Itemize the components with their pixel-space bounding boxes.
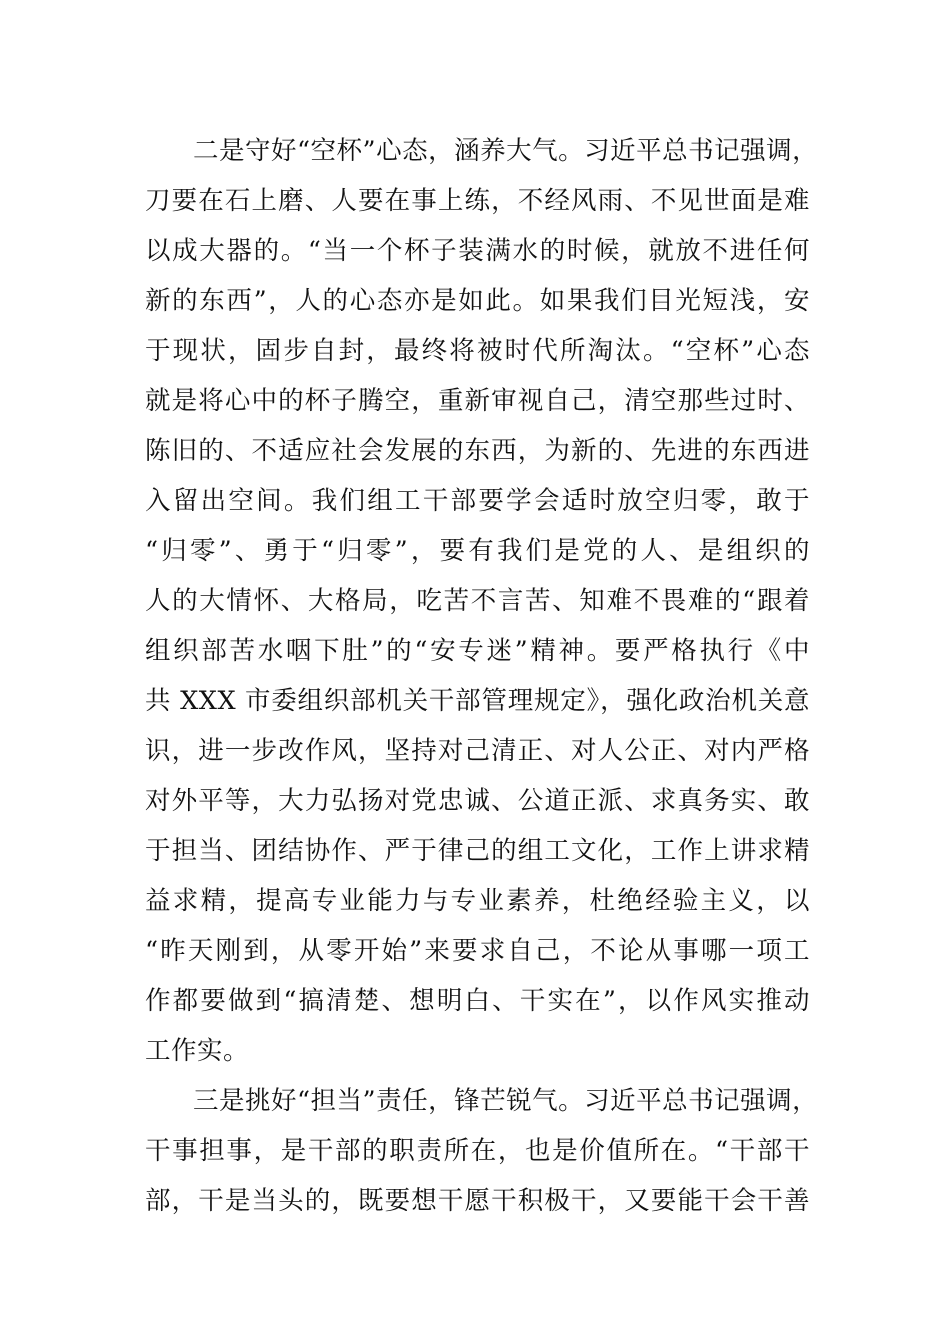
text-line: 以成大器的。“当一个杯子装满水的时候，就放不进任何 — [145, 236, 810, 266]
text-line: 组织部苦水咽下肚”的“安专迷”精神。要严格执行《中 — [145, 636, 810, 666]
text-line: 于现状，固步自封，最终将被时代所淘汰。“空杯”心态 — [145, 336, 810, 366]
text-line: 入留出空间。我们组工干部要学会适时放空归零，敢于 — [145, 486, 810, 516]
text-line: 于担当、团结协作、严于律己的组工文化，工作上讲求精 — [145, 836, 810, 866]
text-line: 新的东西”，人的心态亦是如此。如果我们目光短浅，安 — [145, 286, 810, 316]
text-line: 就是将心中的杯子腾空，重新审视自己，清空那些过时、 — [145, 386, 810, 416]
text-line: 作都要做到“搞清楚、想明白、干实在”，以作风实推动 — [145, 986, 810, 1016]
text-line: 陈旧的、不适应社会发展的东西，为新的、先进的东西进 — [145, 436, 810, 466]
text-line: 刀要在石上磨、人要在事上练，不经风雨、不见世面是难 — [145, 186, 810, 216]
paragraph-1 — [145, 126, 819, 1076]
text-line: 干事担事，是干部的职责所在，也是价值所在。“干部干 — [145, 1136, 810, 1166]
text-line: “归零”、勇于“归零”，要有我们是党的人、是组织的 — [145, 536, 810, 566]
text-line: 三是挑好“担当”责任，锋芒锐气。习近平总书记强调， — [193, 1086, 819, 1116]
text-line: “昨天刚到，从零开始”来要求自己，不论从事哪一项工 — [145, 936, 810, 966]
paragraph-2 — [145, 1076, 819, 1226]
text-line: 对外平等，大力弘扬对党忠诚、公道正派、求真务实、敢 — [145, 786, 810, 816]
text-line: 人的大情怀、大格局，吃苦不言苦、知难不畏难的“跟着 — [145, 586, 810, 616]
text-line: 识，进一步改作风，坚持对己清正、对人公正、对内严格 — [145, 736, 810, 766]
text-line: 部，干是当头的，既要想干愿干积极干，又要能干会干善 — [145, 1186, 810, 1216]
document-body — [145, 126, 819, 1226]
text-line: 二是守好“空杯”心态，涵养大气。习近平总书记强调， — [193, 136, 819, 166]
text-line-last: 工作实。 — [145, 1036, 250, 1066]
text-line: 共 XXX 市委组织部机关干部管理规定》，强化政治机关意 — [145, 686, 810, 716]
text-line: 益求精，提高专业能力与专业素养，杜绝经验主义，以 — [145, 886, 810, 916]
